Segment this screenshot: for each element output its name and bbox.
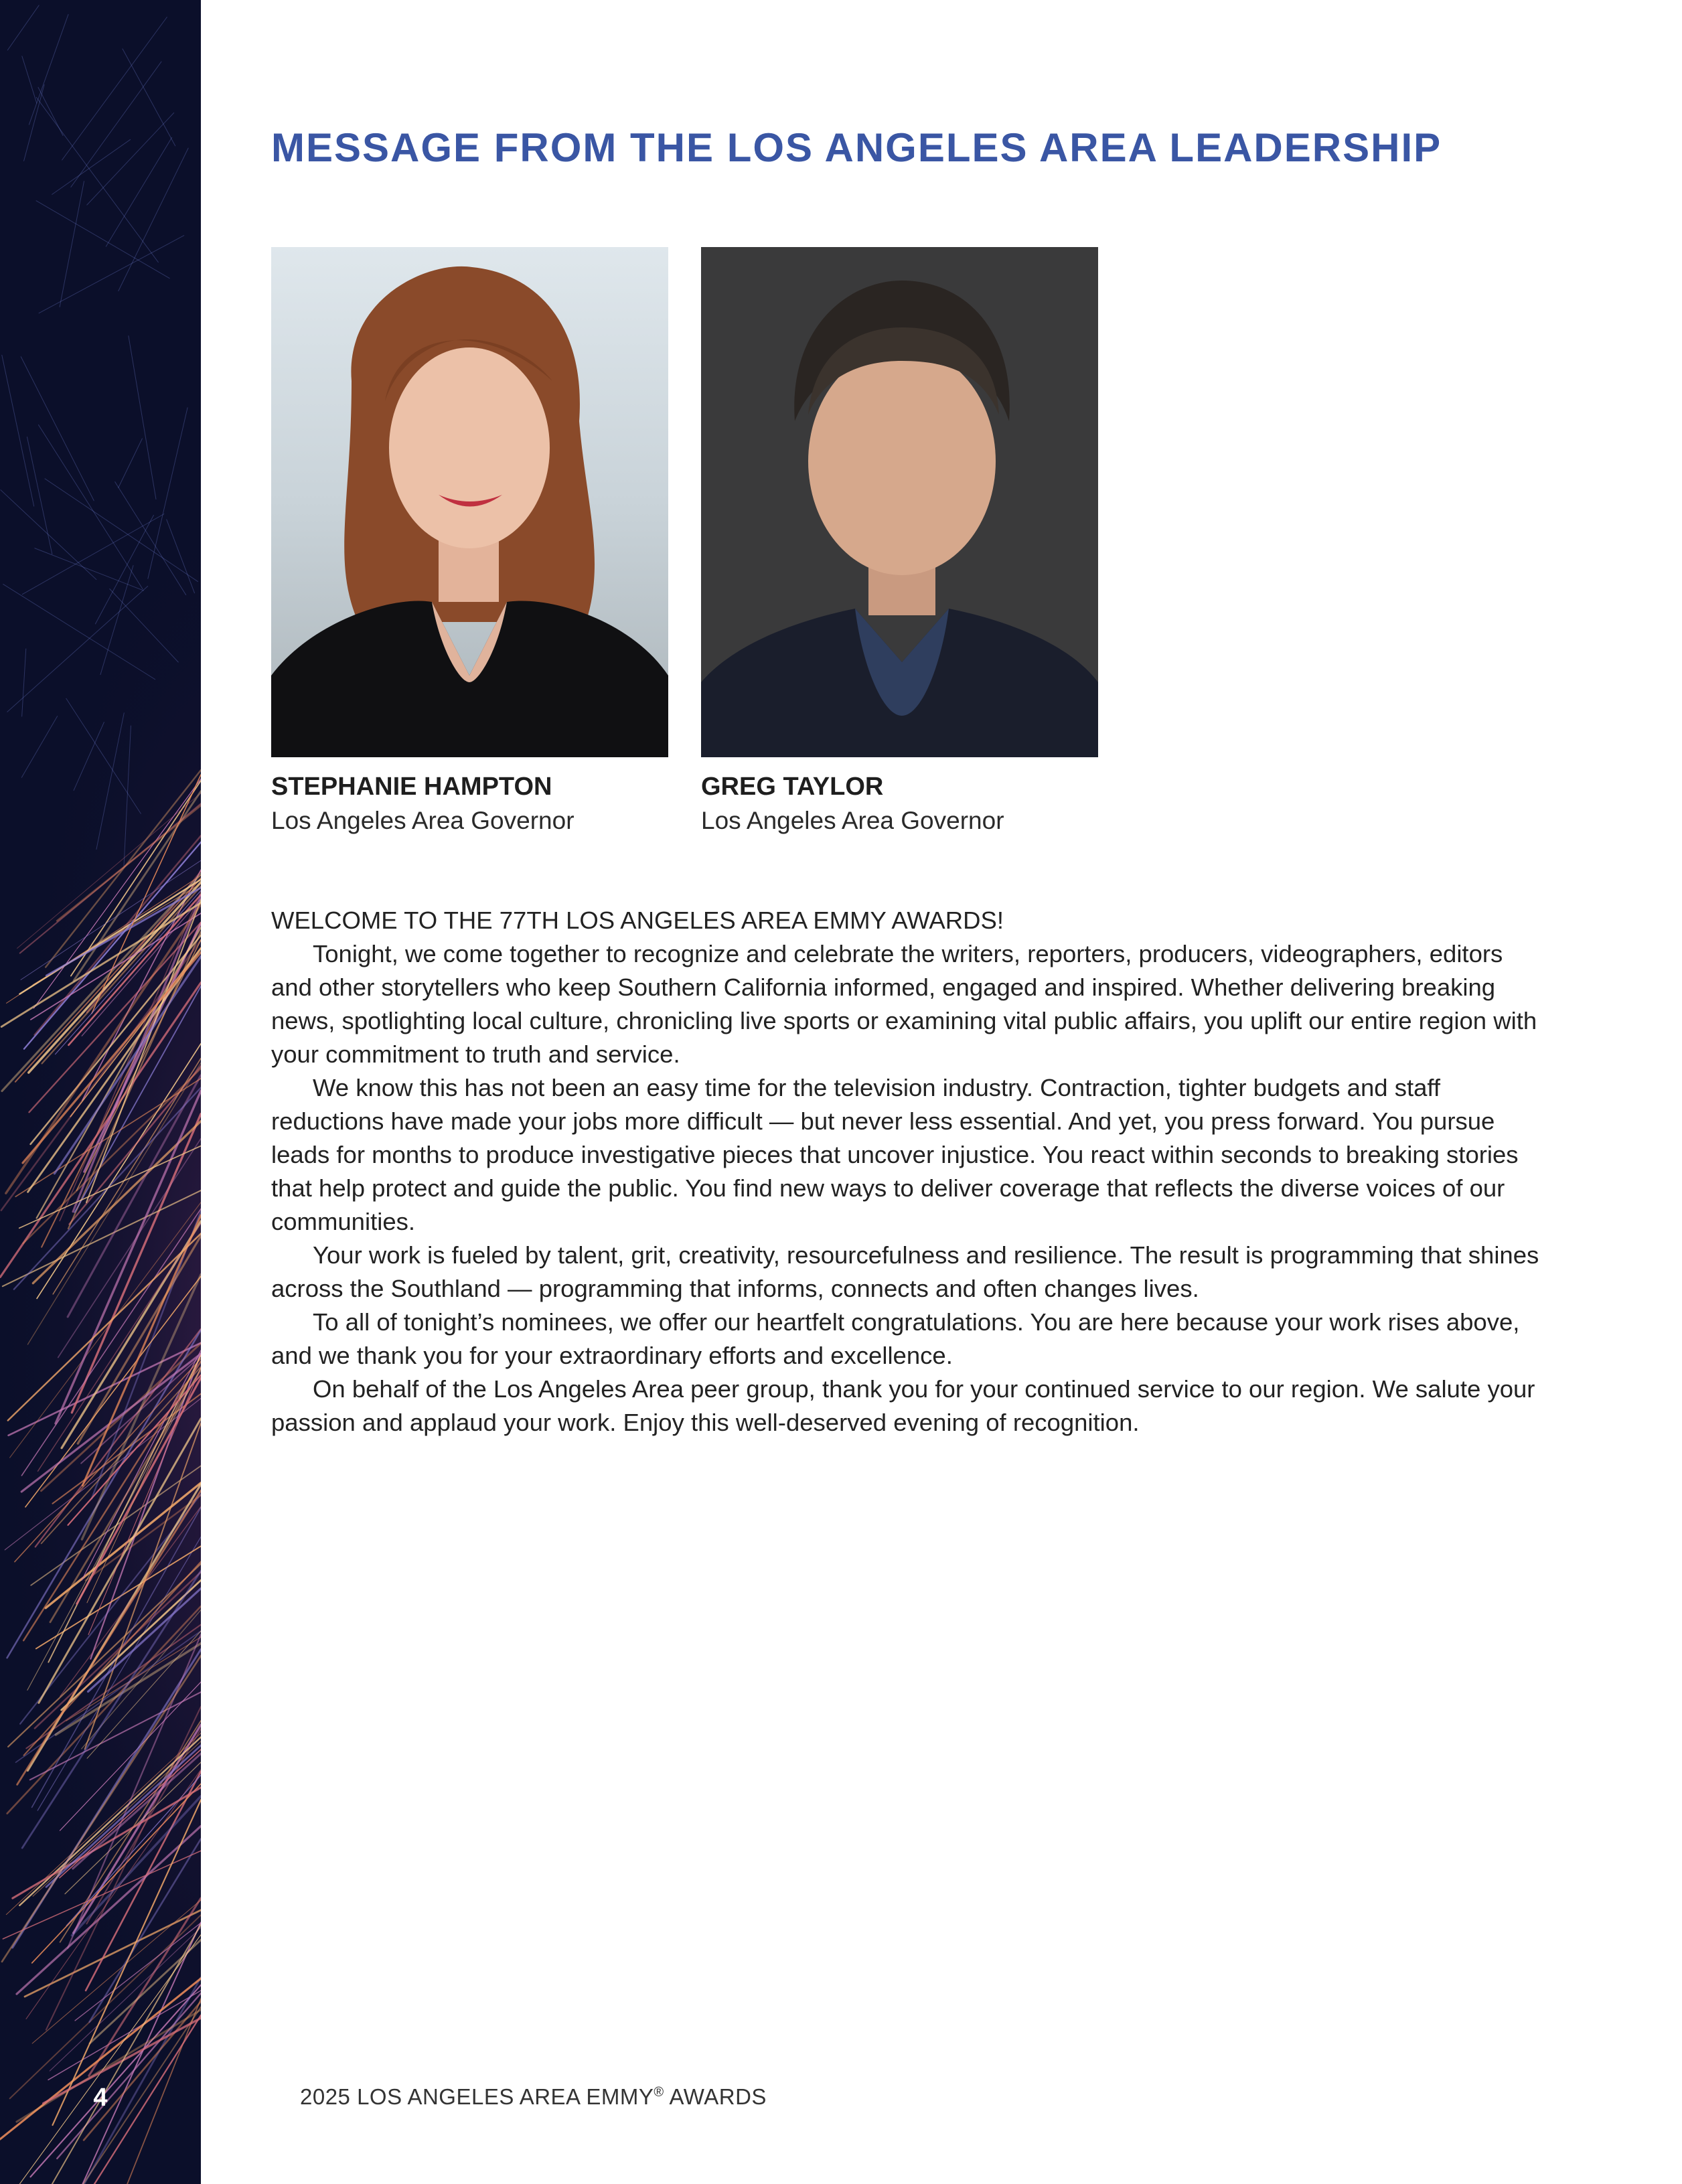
person-role-1: Los Angeles Area Governor bbox=[271, 807, 575, 834]
portrait-greg-taylor bbox=[701, 247, 1098, 757]
letter-paragraph-4: To all of tonight’s nominees, we offer our heartfelt congratulations. You are here because your work rises above, and we thank you for your extraordinary efforts and excellence. bbox=[271, 1308, 1520, 1369]
page-number: 4 bbox=[93, 2084, 108, 2112]
portrait-stephanie-hampton bbox=[271, 247, 668, 757]
letter-body bbox=[271, 904, 1550, 1439]
registered-mark: ® bbox=[654, 2085, 664, 2100]
person-name-1: STEPHANIE HAMPTON bbox=[271, 773, 552, 801]
person-name-2: GREG TAYLOR bbox=[701, 773, 884, 801]
letter-welcome: WELCOME TO THE 77TH LOS ANGELES AREA EMMY AWARDS! bbox=[271, 907, 1004, 934]
letter-paragraph-1: Tonight, we come together to recognize and celebrate the writers, reporters, producers, videographers, editors and other storytellers who keep Southern California informed, engaged and inspired. Whether delivering breaking news, spotlighting local culture, chronicling live sports or examining vital public affairs, you uplift our entire region with your commitment to truth and service. bbox=[271, 940, 1537, 1068]
light-streaks-graphic bbox=[0, 0, 201, 2184]
letter-paragraph-2: We know this has not been an easy time for the television industry. Contraction, tighter budgets and staff reductions have made your jobs more difficult — but never less essential. And yet, you press forward. You pursue leads for months to produce investigative pieces that uncover injustice. You react within seconds to breaking stories that help protect and guide the public. You find new ways to deliver coverage that reflects the diverse voices of our communities. bbox=[271, 1074, 1519, 1235]
footer-publication-title bbox=[300, 2084, 767, 2110]
letter-paragraph-5: On behalf of the Los Angeles Area peer group, thank you for your continued service to our region. We salute your passion and applaud your work. Enjoy this well-deserved evening of recognition. bbox=[271, 1375, 1535, 1436]
page-title: MESSAGE FROM THE LOS ANGELES AREA LEADERSHIP bbox=[271, 125, 1442, 170]
decorative-side-band bbox=[0, 0, 201, 2184]
person-role-2: Los Angeles Area Governor bbox=[701, 807, 1004, 834]
letter-paragraph-3: Your work is fueled by talent, grit, creativity, resourcefulness and resilience. The result is programming that shines across the Southland — programming that informs, connects and often changes lives. bbox=[271, 1241, 1539, 1302]
footer-suffix: AWARDS bbox=[664, 2084, 767, 2109]
footer-text: 2025 LOS ANGELES AREA EMMY bbox=[300, 2084, 654, 2109]
